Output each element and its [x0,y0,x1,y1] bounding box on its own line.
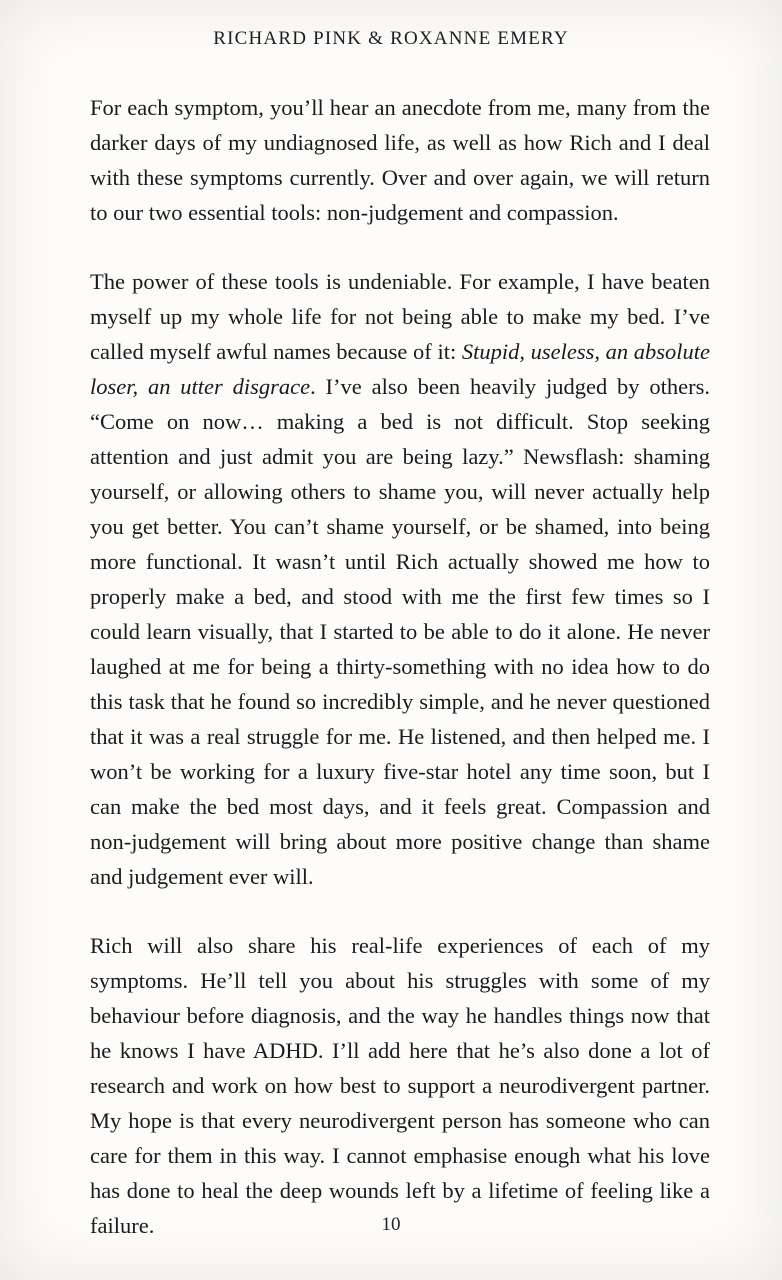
text-segment: For each symptom, you’ll hear an anecdote from me, many from the darker days of my undiagnosed life, as well as how Rich and I deal with these symptoms currently. Over and over again, we will return to our two essential tools: non-judgement and compassion. [90,95,710,225]
page-number: 10 [381,1214,401,1235]
text-segment: . I’ve also been heavily judged by others. “Come on now… making a bed is not difficult. Stop seeking attention and just admit you are being lazy.” Newsflash: shaming yourself, or allowing others to shame you, will never actually help you get better. You can’t shame yourself, or be shamed, into being more functional. It wasn’t until Rich actually showed me how to properly make a bed, and stood with me the first few times so I could learn visually, that I started to be able to do it alone. He never laughed at me for being a thirty-something with no idea how to do this task that he found so incredibly simple, and he never questioned that it was a real struggle for me. He listened, and then helped me. I won’t be working for a luxury five-star hotel any time soon, but I can make the bed most days, and it feels great. Compassion and non-judgement will bring about more positive change than shame and judgement ever will. [90,374,710,889]
text-segment: The power of these tools is undeniable. For example, I have beaten myself up my whole life for not being able to make my bed. I’ve called myself awful names because of it: [90,269,710,364]
italic-text-segment: Stupid, useless, an absolute loser, an utter disgrace [90,339,711,399]
body-text [90,90,710,1243]
paragraph [90,264,710,894]
text-segment: Rich will also share his real-life experiences of each of my symptoms. He’ll tell you about his struggles with some of my behaviour before diagnosis, and the way he handles things now that he knows I have ADHD. I’ll add here that he’s also done a lot of research and work on how best to support a neurodivergent partner. My hope is that every neurodivergent person has someone who can care for them in this way. I cannot emphasise enough what his love has done to heal the deep wounds left by a lifetime of feeling like a failure. [90,933,710,1238]
running-header: RICHARD PINK & ROXANNE EMERY [213,28,569,49]
paragraph [90,90,710,230]
paragraph [90,928,710,1243]
